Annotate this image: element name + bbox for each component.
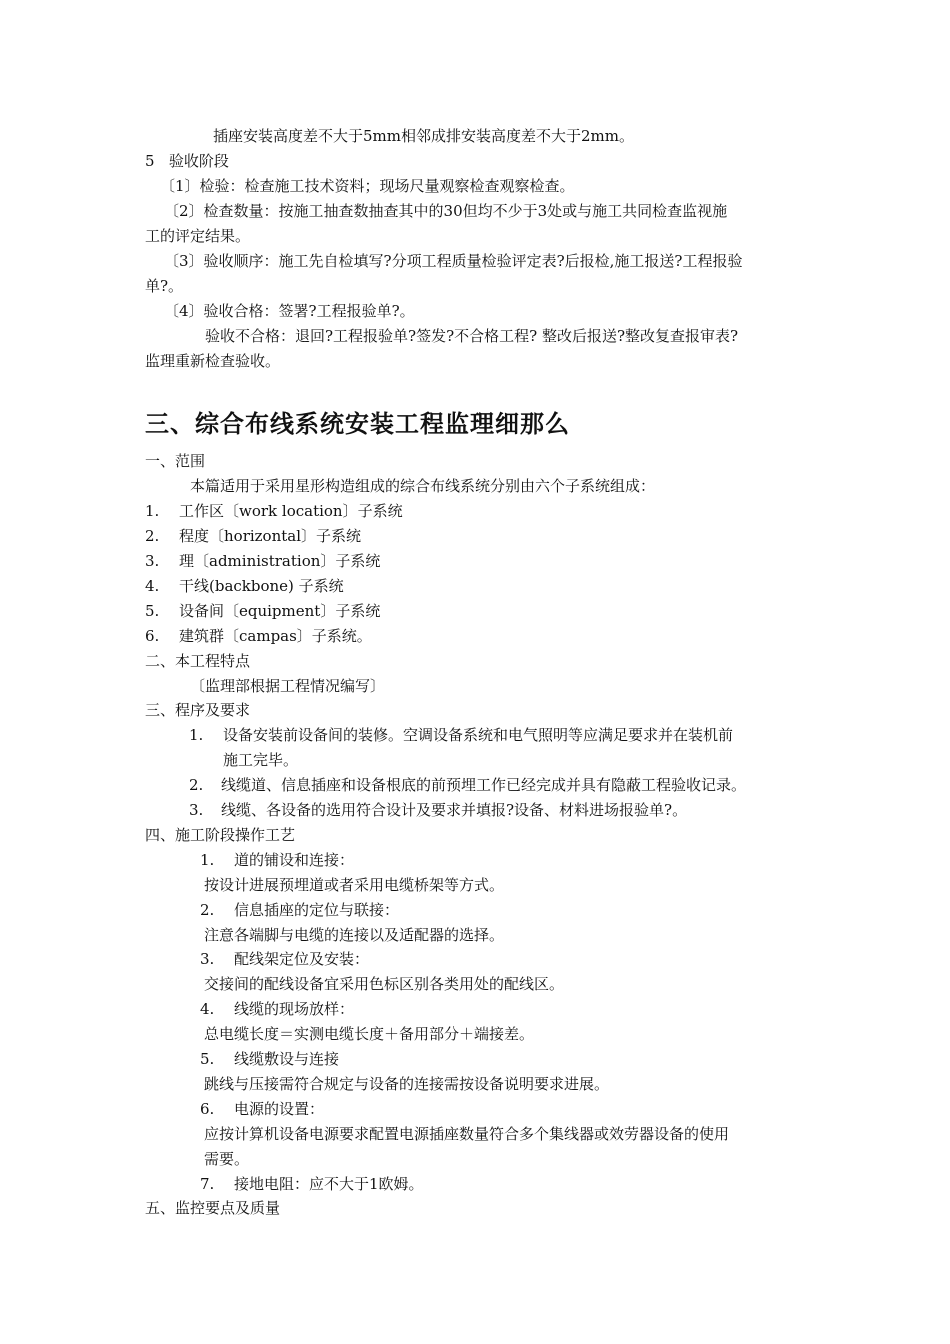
item-number: 5 xyxy=(145,152,155,170)
operation-title: 4. 线缆的现场放样： xyxy=(200,1000,355,1018)
process-item: 3. 线缆、各设备的选用符合设计及要求并填报?设备、材料进场报验单?。 xyxy=(189,801,688,819)
operation-title: 3. 配线架定位及安装： xyxy=(200,950,370,968)
subsystem-item: 3. 理〔administration〕子系统 xyxy=(145,552,381,570)
acceptance-fail-line2: 监理重新检查验收。 xyxy=(145,352,281,370)
process-heading: 三、程序及要求 xyxy=(145,701,251,719)
section-title: 三、综合布线系统安装工程监理细那么 xyxy=(145,410,570,438)
acceptance-stage-heading xyxy=(145,151,229,171)
socket-height-text: 插座安装高度差不大于5mm相邻成排安装高度差不大于2mm。 xyxy=(213,127,634,145)
operation-desc: 应按计算机设备电源要求配置电源插座数量符合多个集线器或效劳器设备的使用 xyxy=(204,1125,730,1143)
features-note: 〔监理部根据工程情况编写〕 xyxy=(190,677,386,695)
acceptance-pass-text: 〔4〕验收合格：签署?工程报验单?。 xyxy=(164,302,415,320)
operations-heading: 四、施工阶段操作工艺 xyxy=(145,826,296,844)
process-item: 2. 线缆道、信息插座和设备根底的前预埋工作已经完成并具有隐蔽工程验收记录。 xyxy=(189,776,747,794)
features-heading: 二、本工程特点 xyxy=(145,652,251,670)
operation-title: 1. 道的铺设和连接： xyxy=(200,851,355,869)
operation-desc: 跳线与压接需符合规定与设备的连接需按设备说明要求进展。 xyxy=(204,1075,610,1093)
scope-heading: 一、范围 xyxy=(145,452,206,470)
acceptance-order-line2: 单?。 xyxy=(145,277,184,295)
inspection-quantity-line2: 工的评定结果。 xyxy=(145,227,251,245)
operation-desc: 交接间的配线设备宜采用色标区别各类用处的配线区。 xyxy=(204,975,565,993)
subsystem-item: 4. 干线(backbone) 子系统 xyxy=(145,577,344,595)
inspection-quantity-line1: 〔2〕检查数量：按施工抽查数抽查其中的30但均不少于3处或与施工共同检查监视施 xyxy=(164,202,728,220)
scope-intro: 本篇适用于采用星形构造组成的综合布线系统分别由六个子系统组成： xyxy=(190,477,656,495)
operation-desc: 注意各端脚与电缆的连接以及适配器的选择。 xyxy=(204,926,505,944)
process-item: 1. 设备安装前设备间的装修。空调设备系统和电气照明等应满足要求并在装机前 xyxy=(189,726,734,744)
operation-desc: 总电缆长度＝实测电缆长度＋备用部分＋端接差。 xyxy=(204,1025,535,1043)
operation-title: 6. 电源的设置： xyxy=(200,1100,325,1118)
inspection-paragraph: 〔1〕检验：检查施工技术资料；现场尺量观察检查观察检查。 xyxy=(160,177,575,195)
item-label: 验收阶段 xyxy=(168,152,229,170)
operation-title: 7. 接地电阻：应不大于1欧姆。 xyxy=(200,1175,424,1193)
acceptance-fail-line1: 验收不合格：退回?工程报验单?签发?不合格工程? 整改后报送?整改复查报审表? xyxy=(205,327,739,345)
subsystem-item: 2. 程度〔horizontal〕子系统 xyxy=(145,527,362,545)
process-item-continuation: 施工完毕。 xyxy=(223,751,299,769)
subsystem-item: 1. 工作区〔work location〕子系统 xyxy=(145,502,403,520)
operation-desc: 按设计进展预埋道或者采用电缆桥架等方式。 xyxy=(204,876,505,894)
operation-title: 5. 线缆敷设与连接 xyxy=(200,1050,340,1068)
subsystem-item: 6. 建筑群〔campas〕子系统。 xyxy=(145,627,372,645)
subsystem-item: 5. 设备间〔equipment〕子系统 xyxy=(145,602,381,620)
operation-title: 2. 信息插座的定位与联接： xyxy=(200,901,400,919)
acceptance-order-line1: 〔3〕验收顺序：施工先自检填写?分项工程质量检验评定表?后报检,施工报送?工程报验 xyxy=(164,252,743,270)
monitoring-heading: 五、监控要点及质量 xyxy=(145,1199,281,1217)
operation-desc-continuation: 需要。 xyxy=(204,1150,250,1168)
